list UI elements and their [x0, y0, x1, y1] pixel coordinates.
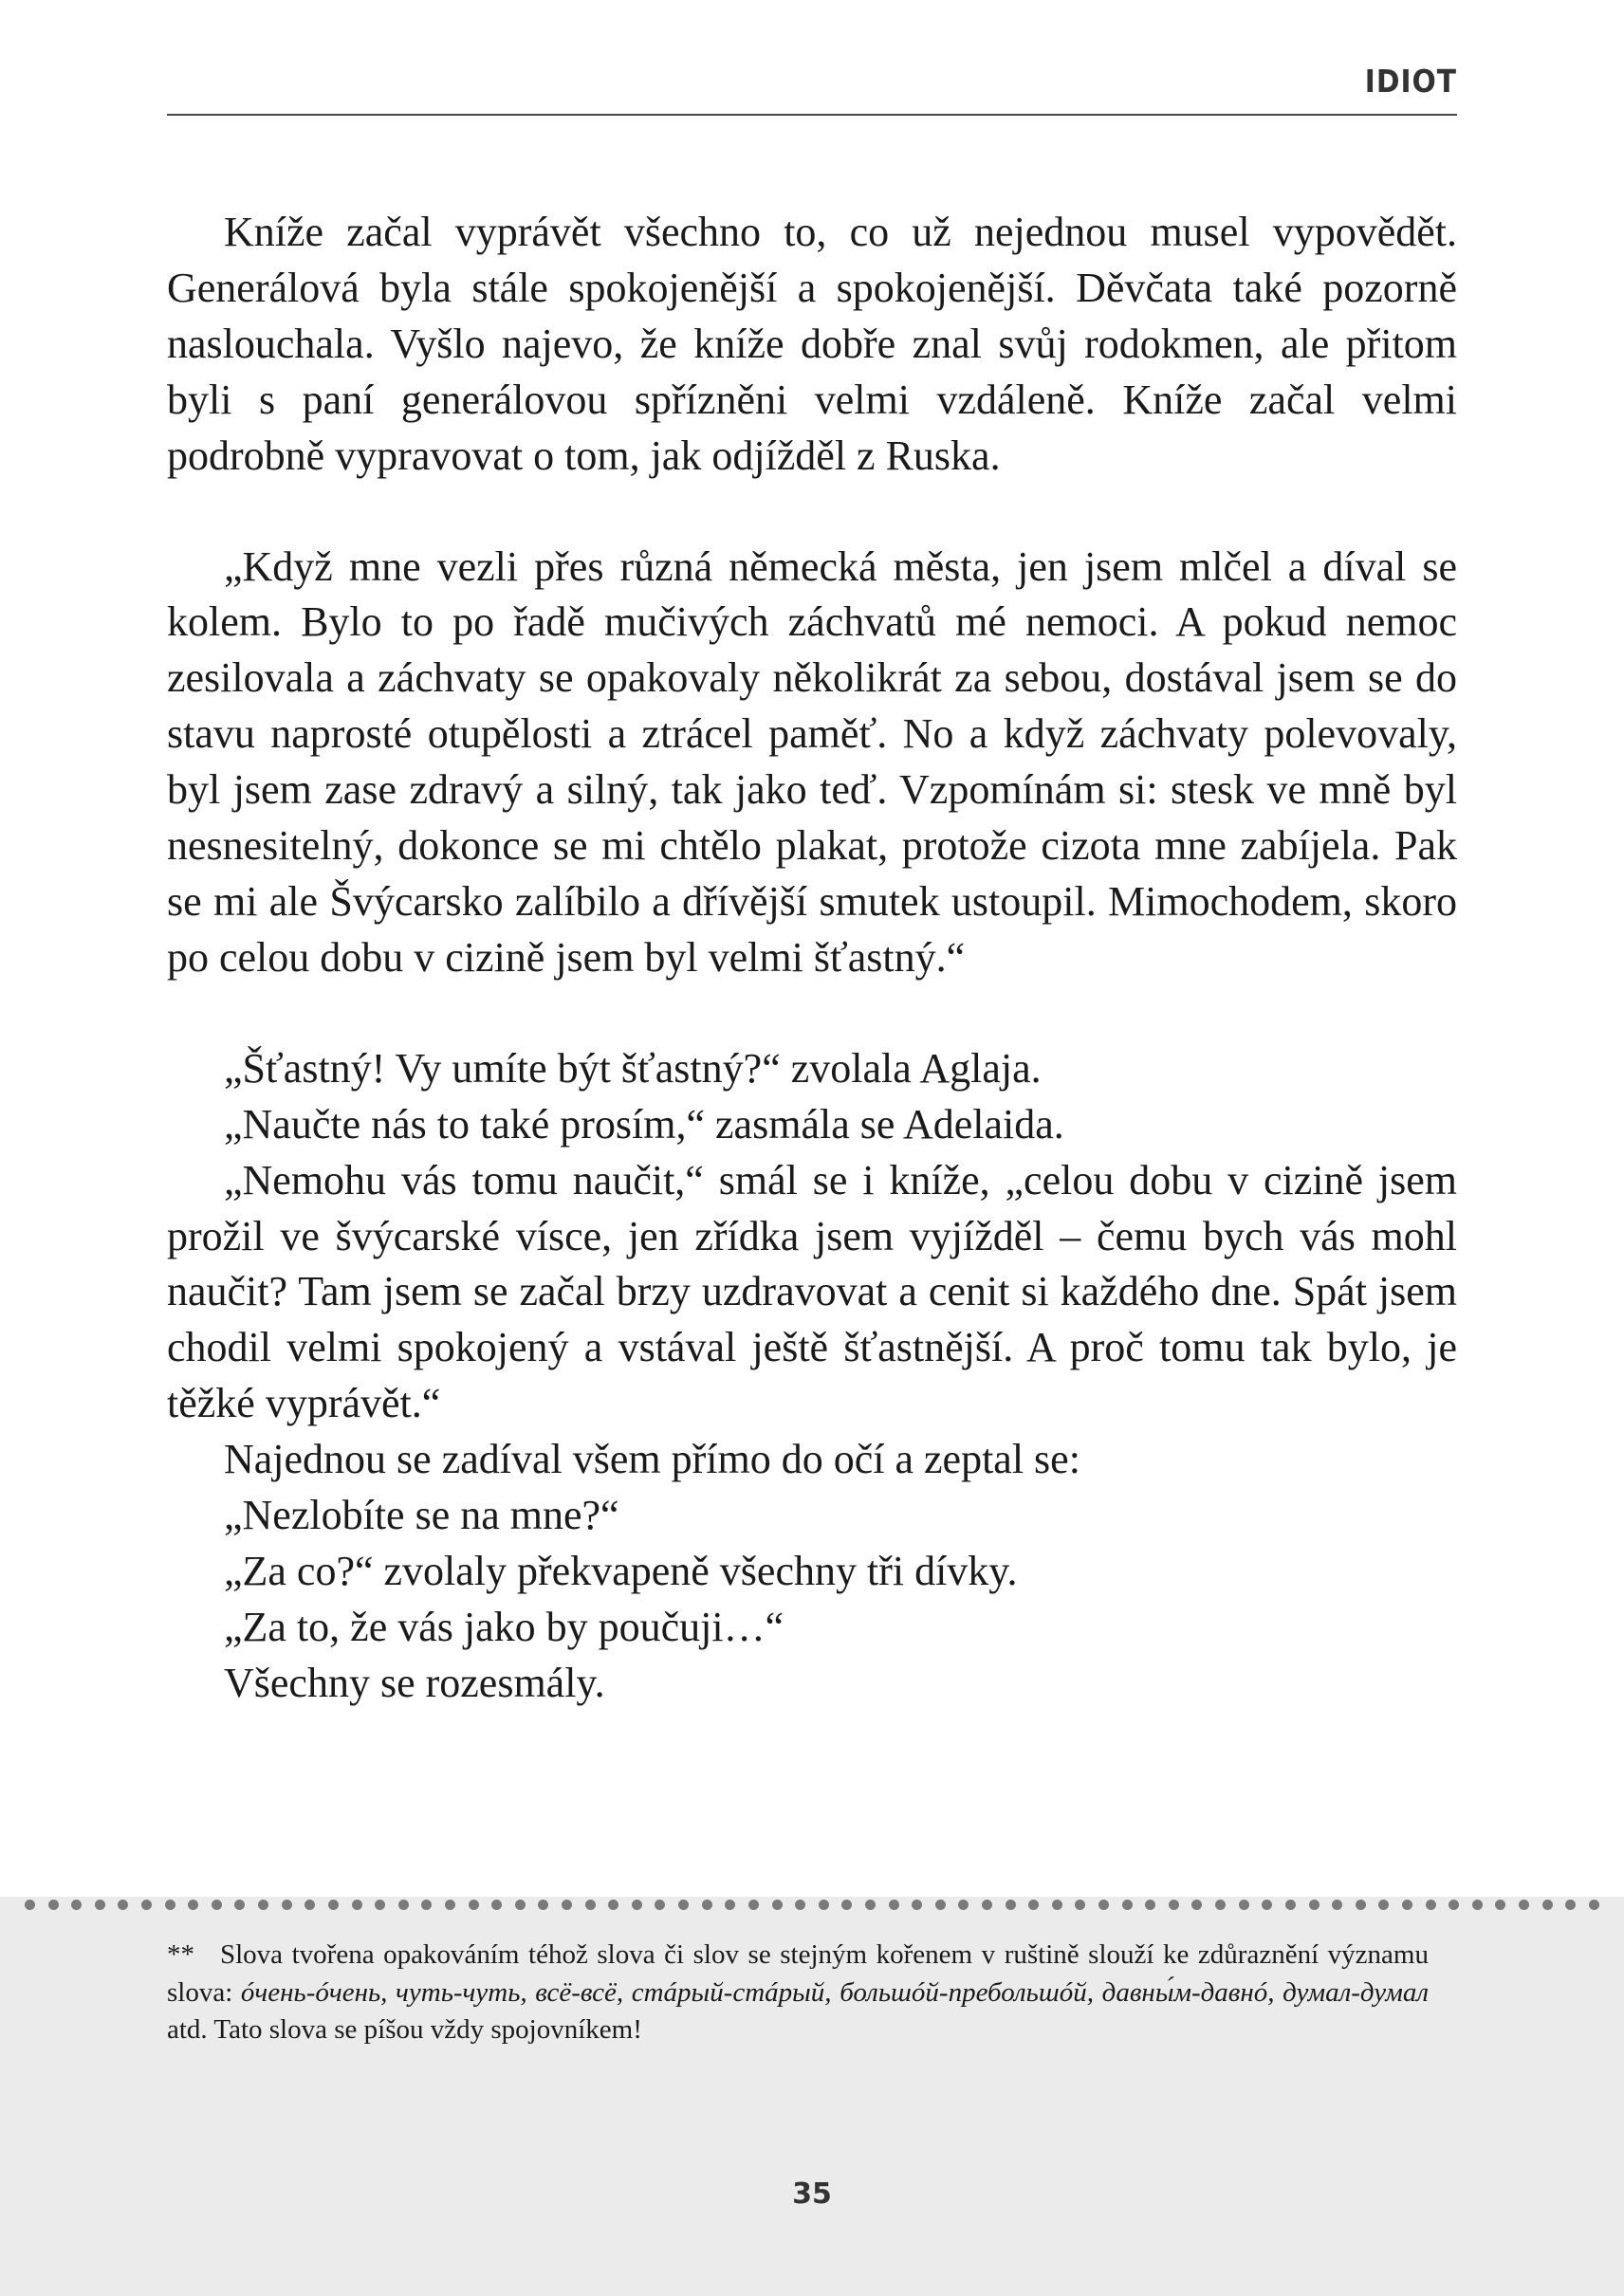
separator-dot [1052, 1900, 1062, 1910]
separator-dot [1356, 1900, 1366, 1910]
paragraph: Kníže začal vyprávět všechno to, co už nejednou musel vypovědět. Generálová byla stále spokojenější a spokojenější. Děvčata také pozorně naslouchala. Vyšlo najevo, že kníže dobře znal svůj rodokmen, ale přitom byli s paní generálovou spřízněni velmi vzdáleně. Kníže začal velmi podrobně vypravovat o tom, jak odjížděl z Ruska. [167, 209, 1457, 479]
footnote-examples-continued: давны́м-давнó, думал-думал [1101, 1976, 1429, 2008]
page-number: 35 [792, 2177, 832, 2211]
separator-dot [234, 1900, 245, 1910]
paragraph: „Nemohu vás tomu naučit,“ smál se i kníže, „celou dobu v cizině jsem prožil ve švýcarské vísce, jen zřídka jsem vyjížděl – čemu bych vás mohl naučit? Tam jsem se začal brzy uzdravovat a cenit si každého dne. Spát jsem chodil velmi spokojený a vstával ještě šťastnější. A proč tomu tak bylo, je těžké vyprávět.“ [167, 1156, 1457, 1427]
separator-dot [1449, 1900, 1459, 1910]
paragraph: „Naučte nás to také prosím,“ zasmála se Adelaida. [224, 1100, 1064, 1148]
separator-dot [469, 1900, 479, 1910]
separator-dot [165, 1900, 175, 1910]
separator-dot [118, 1900, 128, 1910]
separator-dot [655, 1900, 665, 1910]
separator-dot [772, 1900, 783, 1910]
separator-dot [585, 1900, 596, 1910]
separator-dot [491, 1900, 502, 1910]
paragraph: „Za co?“ zvolaly překvapeně všechny tři dívky. [224, 1547, 1018, 1594]
separator-dot [258, 1900, 268, 1910]
separator-dot [25, 1900, 35, 1910]
footnote-marker: ** [167, 1939, 194, 1970]
separator-dot [1169, 1900, 1179, 1910]
separator-dot [1332, 1900, 1342, 1910]
separator-dot [282, 1900, 292, 1910]
separator-dot [421, 1900, 432, 1910]
separator-dot [819, 1900, 829, 1910]
running-header [167, 57, 1457, 116]
separator-dot [678, 1900, 689, 1910]
separator-dot [1542, 1900, 1553, 1910]
footnote [167, 1937, 1429, 2049]
separator-dot [1098, 1900, 1109, 1910]
separator-dot [958, 1900, 969, 1910]
separator-dot [1262, 1900, 1272, 1910]
separator-dot [212, 1900, 222, 1910]
footnote-examples: óчень-óчень, чуть-чуть, всё-всё, стáрый-стáрый, большóй-пребольшóй, [240, 1976, 1095, 2008]
separator-dot [1519, 1900, 1529, 1910]
separator-dot [1589, 1900, 1599, 1910]
separator-dot [188, 1900, 198, 1910]
separator-dot [1426, 1900, 1436, 1910]
separator-dot [375, 1900, 385, 1910]
separator-dot [795, 1900, 805, 1910]
separator-dot [141, 1900, 152, 1910]
separator-dot [748, 1900, 759, 1910]
paragraph: „Nezlobíte se na mne?“ [224, 1492, 619, 1539]
separator-dot [515, 1900, 526, 1910]
separator-dot [1239, 1900, 1249, 1910]
separator-dot [608, 1900, 618, 1910]
separator-dot [562, 1900, 572, 1910]
separator-dot [702, 1900, 712, 1910]
paragraph: „Když mne vezli přes různá německá města, jen jsem mlčel a díval se kolem. Bylo to po řadě mučivých záchvatů mé nemoci. A pokud nemoc zesilovala a záchvaty se opakovaly několikrát za sebou, dostával jsem se do stavu naprosté otupělosti a ztrácel paměť. No a když záchvaty polevovaly, byl jsem zase zdravý a silný, tak jako teď. Vzpomínám si: stesk ve mně byl nesnesitelný, dokonce se mi chtělo plakat, protože cizota mne zabíjela. Pak se mi ale Švýcarsko zalíbilo a dřívější smutek ustoupil. Mimochodem, skoro po celou dobu v cizině jsem byl velmi šťastný.“ [167, 542, 1457, 981]
separator-dot [1191, 1900, 1202, 1910]
separator-dot [1145, 1900, 1155, 1910]
separator-dot [352, 1900, 362, 1910]
separator-dot [48, 1900, 59, 1910]
paragraph: „Šťastný! Vy umíte být šťastný?“ zvolala Aglaja. [224, 1044, 1042, 1092]
separator-dot [935, 1900, 946, 1910]
separator-dot [889, 1900, 899, 1910]
main-text [167, 205, 1457, 1712]
separator-dot [1215, 1900, 1226, 1910]
separator-dot [1472, 1900, 1483, 1910]
separator-dot [1378, 1900, 1389, 1910]
separator-dot [725, 1900, 735, 1910]
dotted-separator [25, 1900, 1599, 1911]
separator-dot [538, 1900, 548, 1910]
separator-dot [1006, 1900, 1016, 1910]
separator-dot [328, 1900, 339, 1910]
separator-dot [1402, 1900, 1412, 1910]
separator-dot [1075, 1900, 1085, 1910]
separator-dot [445, 1900, 455, 1910]
footnote-text: Slova tvořena opakováním téhož slova či slov se stejným kořenem v ruštině slouží ke zdůraznění významu slova: [167, 1939, 1429, 2008]
footnote-text-end: atd. Tato slova se píšou vždy spojovníkem! [167, 2014, 642, 2045]
separator-dot [632, 1900, 642, 1910]
separator-dot [1495, 1900, 1505, 1910]
separator-dot [304, 1900, 315, 1910]
separator-dot [841, 1900, 852, 1910]
paragraph: Všechny se rozesmály. [224, 1659, 605, 1706]
separator-dot [1028, 1900, 1039, 1910]
paragraph: Najednou se zadíval všem přímo do očí a zeptal se: [224, 1436, 1080, 1483]
separator-dot [1309, 1900, 1320, 1910]
separator-dot [398, 1900, 409, 1910]
separator-dot [865, 1900, 876, 1910]
separator-dot [95, 1900, 105, 1910]
paragraph: „Za to, že vás jako by poučuji…“ [224, 1603, 784, 1650]
separator-dot [1285, 1900, 1296, 1910]
separator-dot [982, 1900, 992, 1910]
running-header-title: IDIOT [1364, 63, 1457, 100]
separator-dot [71, 1900, 82, 1910]
separator-dot [912, 1900, 922, 1910]
separator-dot [1122, 1900, 1133, 1910]
separator-dot [1565, 1900, 1576, 1910]
